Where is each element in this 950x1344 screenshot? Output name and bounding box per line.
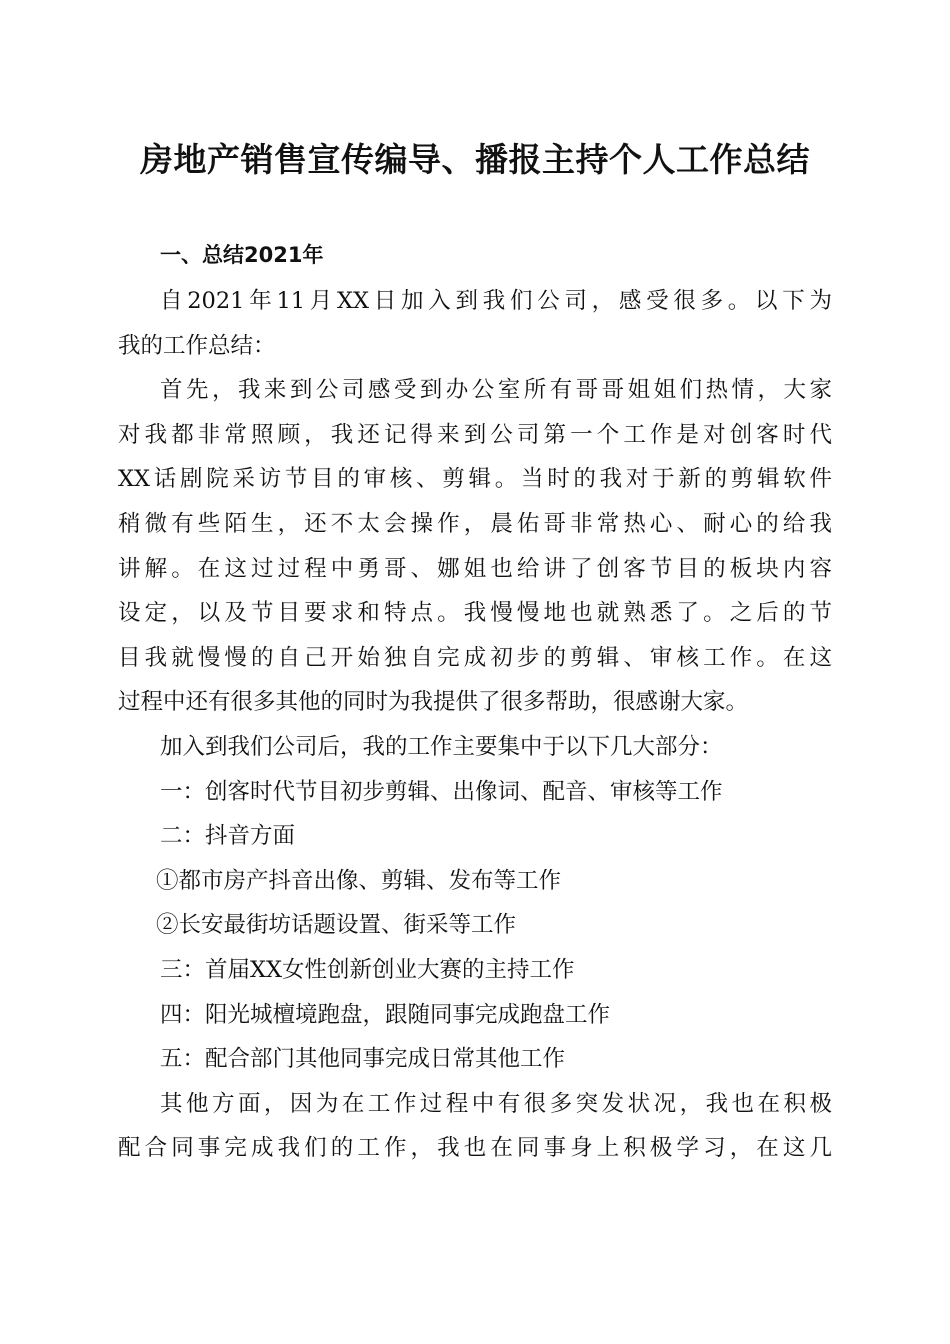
list-item: 一：创客时代节目初步剪辑、出像词、配音、审核等工作 <box>160 778 723 805</box>
document-body <box>118 279 832 1171</box>
list-item: ②长安最街坊话题设置、街采等工作 <box>156 912 517 939</box>
paragraph-line: 首先，我来到公司感受到办公室所有哥哥姐姐们热情，大家 <box>160 377 832 404</box>
document-title: 房地产销售宣传编导、播报主持个人工作总结 <box>140 140 810 179</box>
list-item: 二：抖音方面 <box>160 823 296 850</box>
paragraph-line: 加入到我们公司后，我的工作主要集中于以下几大部分： <box>160 733 723 760</box>
paragraph-line: 对我都非常照顾，我还记得来到公司第一个工作是对创客时代 <box>118 421 832 448</box>
paragraph-line: 配合同事完成我们的工作，我也在同事身上积极学习，在这几 <box>118 1135 832 1162</box>
paragraph-line: 其他方面，因为在工作过程中有很多突发状况，我也在积极 <box>160 1090 832 1117</box>
paragraph-line: 讲解。在这过过程中勇哥、娜姐也给讲了创客节目的板块内容 <box>118 555 832 582</box>
paragraph-line: 过程中还有很多其他的同时为我提供了很多帮助，很感谢大家。 <box>118 689 749 716</box>
list-item: 五：配合部门其他同事完成日常其他工作 <box>160 1046 566 1073</box>
paragraph-line: 目我就慢慢的自己开始独自完成初步的剪辑、审核工作。在这 <box>118 644 832 671</box>
list-item: 三：首届XX女性创新创业大赛的主持工作 <box>160 956 575 983</box>
paragraph-line: 我的工作总结： <box>118 332 276 359</box>
list-item: 四：阳光城檀境跑盘，跟随同事完成跑盘工作 <box>160 1001 611 1028</box>
paragraph-line: 设定，以及节目要求和特点。我慢慢地也就熟悉了。之后的节 <box>118 600 832 627</box>
paragraph-line: 自2021年11月XX日加入到我们公司，感受很多。以下为 <box>160 288 832 314</box>
paragraph-line: 稍微有些陌生，还不太会操作，晨佑哥非常热心、耐心的给我 <box>118 510 832 537</box>
list-item: ①都市房产抖音出像、剪辑、发布等工作 <box>156 867 562 894</box>
paragraph-line: XX话剧院采访节目的审核、剪辑。当时的我对于新的剪辑软件 <box>118 466 832 493</box>
section-heading: 一、总结2021年 <box>160 243 324 267</box>
